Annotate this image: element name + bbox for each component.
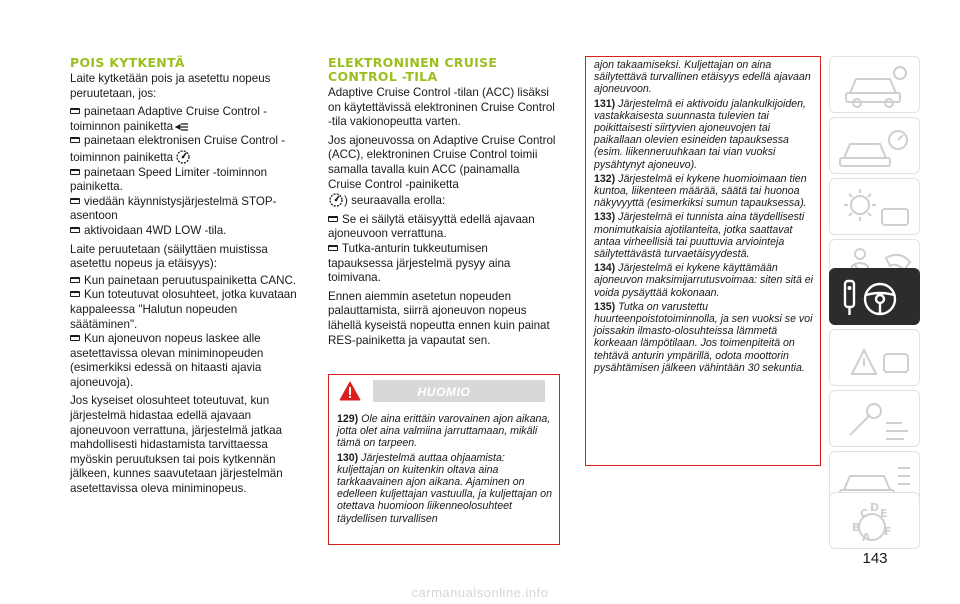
tab-index[interactable] (829, 492, 920, 549)
note-item: 130) Järjestelmä auttaa ohjaamista: kuljettajan on kuitenkin oltava aina tarkkaavainen ajon aikana. Ajaminen on edelleen kuljettajan vastuulla, ja kuljettajan on otettava huomioon liikenneolosuhteet täydellisen turvallisen (337, 451, 552, 525)
bullet-icon (70, 291, 80, 297)
tab-maintenance[interactable] (829, 390, 920, 447)
warning-body (329, 409, 559, 525)
warning-title: HUOMIO (417, 385, 471, 399)
intro-text: Laite kytketään pois ja asetettu nopeus peruutetaan, jos: (70, 72, 271, 100)
bullet-icon (70, 227, 80, 233)
column-electronic-cruise (328, 56, 556, 352)
note-item: 131) Järjestelmä ei aktivoidu jalankulkijoiden, vastakkaisesta suunnasta tulevien tai poikittaisesti siirtyvien ajoneuvojen tai paikallaan olevien esineiden tapauksessa (esim. liikenneruuhkaan tai vian vuoksi pysähtynyt ajoneuvo). (594, 97, 806, 171)
bullet-item: Kun ajoneuvon nopeus laskee alle asetettavissa olevan miniminopeuden (esimerkiksi edessä on hitaasti ajavia ajoneuvoja). (70, 332, 264, 389)
bullet-icon (70, 277, 80, 283)
speedometer-icon (175, 149, 191, 164)
warning-header (329, 375, 559, 409)
alphabet-index-icon (830, 493, 920, 549)
heading-electronic-cruise-1: ELEKTRONINEN CRUISE (328, 55, 498, 70)
note-item: 133) Järjestelmä ei tunnista aina täydellisesti monimutkaisia ajotilanteita, jotka saattavat antaa virheellisiä tai puuttuvia arviointeja säilytettävästä turvaetäisyydestä. (594, 211, 805, 261)
note-item: 129) Ole aina erittäin varovainen ajon aikana, jotta olet aina valmiina jarruttamaan, mikäli tämä on tarpeen. (337, 413, 551, 450)
bullet-item: Kun toteutuvat olosuhteet, jotka kuvataan kappaleessa "Halutun nopeuden säätäminen". (70, 288, 297, 331)
sun-warning-icon (830, 179, 920, 235)
note-item: 135) Tutka on varustettu huurteenpoistotoiminnolla, ja sen vuoksi se voi joissakin ilmasto-olosuhteissa lämmetä korkeaan lämpötilaan. Jos toimenpiteitä on tehtävä anturin ympärillä, odota moottorin pysähtämisen jälkeen vähintään 30 sekuntia. (594, 300, 813, 374)
heading-disengage: POIS KYTKENTÄ (70, 55, 185, 70)
tab-emergency[interactable] (829, 329, 920, 386)
bullet-icon (70, 108, 80, 114)
paragraph: Adaptive Cruise Control -tilan (ACC) lisäksi on käytettävissä elektroninen Cruise Control -tila vakionopeutta varten. (328, 86, 555, 129)
heading-electronic-cruise-2: CONTROL -TILA (328, 69, 438, 84)
note-item: 134) Järjestelmä ei kykene käyttämään ajoneuvon maksimijarrutusvoimaa: siten sitä ei voida pysäyttää kokonaan. (594, 262, 814, 299)
emergency-warning-icon (830, 330, 920, 386)
svg-text:B: B (852, 521, 861, 534)
paragraph: Ennen aiemmin asetetun nopeuden palauttamista, siirrä ajoneuvon nopeus lähellä kyseistä nopeutta ennen kuin painat RES-painiketta ja vapautat sen. (328, 289, 550, 347)
tab-vehicle-knowledge[interactable] (829, 117, 920, 174)
bullet-icon (70, 198, 80, 204)
svg-text:C: C (860, 507, 869, 520)
svg-text:D: D (870, 501, 880, 514)
bullet-item: Tutka-anturin tukkeutumisen tapauksessa järjestelmä pysyy aina toimivana. (328, 241, 511, 285)
svg-text:F: F (884, 525, 892, 538)
wrench-icon (830, 391, 920, 447)
bullet-item: painetaan Speed Limiter -toiminnon painiketta. (70, 165, 268, 194)
speedometer-icon (328, 192, 344, 207)
column-disengage (70, 56, 298, 501)
bullet-icon (70, 335, 80, 341)
note-continuation: ajon takaamiseksi. Kuljettajan on aina säilytettävä turvallinen etäisyys edellä ajavaan ajoneuvoon. (594, 59, 811, 96)
bullet-item: aktivoidaan 4WD LOW -tila. (70, 224, 298, 239)
warning-box (328, 374, 560, 545)
note-item: 132) Järjestelmä ei kykene huomioimaan tien kuntoa, liikenteen määrää, säätä tai huonoa näkyvyyttä (esimerkiksi sumun tapauksessa). (594, 172, 807, 210)
bullet-icon (328, 216, 338, 222)
tab-warning-lights[interactable] (829, 178, 920, 235)
page-number: 143 (862, 550, 888, 567)
tab-starting-driving[interactable] (829, 268, 920, 325)
bullet-item: Se ei säilytä etäisyyttä edellä ajavaan ajoneuvoon verrattuna. (328, 212, 535, 241)
bullet-item: painetaan Adaptive Cruise Control -toiminnon painiketta (70, 105, 268, 133)
bullet-item: viedään käynnistysjärjestelmä STOP-asentoon (70, 194, 277, 223)
watermark: carmanualsonline.info (411, 585, 549, 600)
key-steering-wheel-icon (830, 269, 920, 325)
bullet-item: painetaan elektronisen Cruise Control -toiminnon painiketta (70, 134, 286, 164)
car-icon (830, 57, 920, 113)
bullet-icon (328, 245, 338, 251)
car-dashboard-icon (830, 118, 920, 174)
bullet-icon (70, 169, 80, 175)
paragraph: Jos kyseiset olosuhteet toteutuvat, kun järjestelmä hidastaa edellä ajavaan ajoneuvoon verrattuna, järjestelmä jatkaa mahdollisesti hidastamista tarvittaessa myöskin peruutuksen tai pois kytkennän jälkeen, kunnes saavutetaan järjestelmän asetettavissa oleva miniminopeus. (70, 394, 283, 496)
adaptive-cruise-icon (175, 122, 189, 133)
paragraph: Laite peruutetaan (säilyttäen muistissa asetettu nopeus ja etäisyys): (70, 242, 268, 271)
svg-text:E: E (880, 507, 888, 520)
notes-box (585, 56, 821, 466)
bullet-icon (70, 137, 80, 143)
tab-vehicle-overview[interactable] (829, 56, 920, 113)
bullet-item: Kun painetaan peruutuspainiketta CANC. (70, 274, 298, 289)
paragraph: Jos ajoneuvossa on Adaptive Cruise Control (ACC), elektroninen Cruise Control toimii samalla tavalla kuin ACC (painamalla Cruise Control -painiketta ) seuraavalla erolla: (328, 133, 556, 208)
svg-text:A: A (862, 531, 871, 544)
